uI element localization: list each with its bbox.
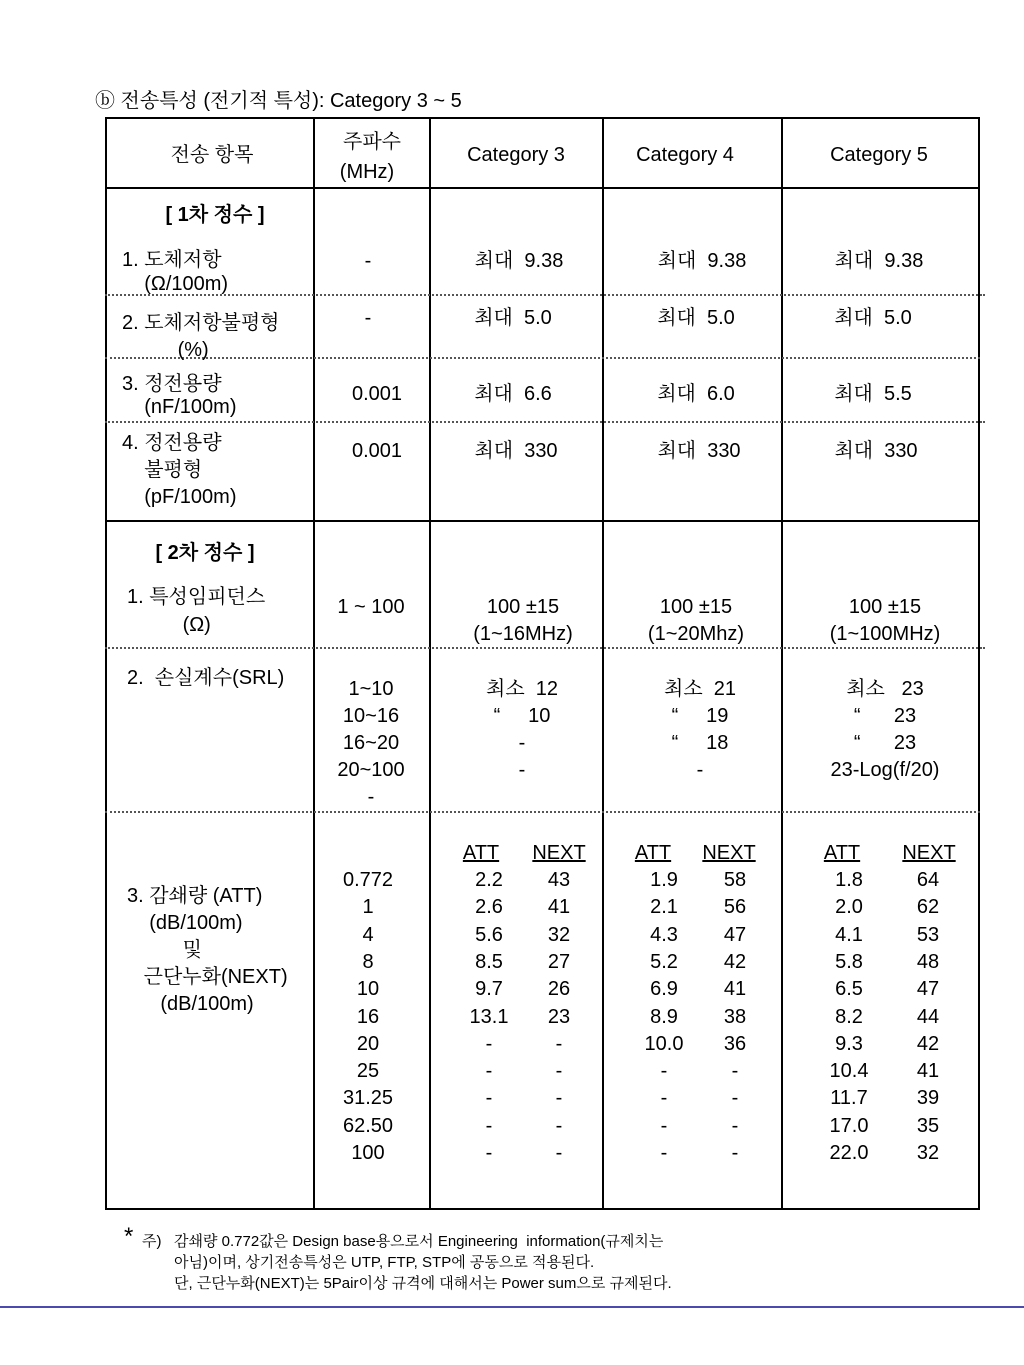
row-cat3: 최대 330 xyxy=(474,440,558,462)
col-divider-2 xyxy=(429,117,431,1210)
cat4-next-value: 36 xyxy=(723,1032,747,1055)
cat4-next-value: 41 xyxy=(723,978,747,1001)
secondary-heading: [ 2차 정수 ] xyxy=(155,542,255,564)
header-cat4: Category 4 xyxy=(636,144,734,166)
row-freq: - xyxy=(364,250,372,272)
cat4-next-value: - xyxy=(731,1060,739,1083)
cat3-next-value: 32 xyxy=(547,923,571,946)
note-line1: 주) 감쇄량 0.772값은 Design base용으로서 Engineering information(규제치는 xyxy=(142,1233,664,1250)
cat4-att-value: 2.1 xyxy=(650,896,678,919)
srl-label: 2. 손실계수(SRL) xyxy=(127,667,285,689)
cat5-att-value: 11.7 xyxy=(830,1087,868,1110)
row-freq: 0.001 xyxy=(351,383,403,405)
cat5-att-value: 1.8 xyxy=(835,869,863,891)
col-divider-1 xyxy=(313,117,315,1210)
table-border-top xyxy=(105,117,980,119)
att-freq: 1 xyxy=(362,896,374,919)
impedance-freq: 1 ~ 100 xyxy=(337,596,405,618)
row-cat3: 최대 6.6 xyxy=(474,383,552,405)
row-divider xyxy=(105,811,980,813)
cat3-next-header: NEXT xyxy=(532,842,586,864)
cat5-att-value: 22.0 xyxy=(829,1142,869,1164)
row-freq: - xyxy=(364,307,372,329)
impedance-cat4: 100 ±15 (1~20Mhz) xyxy=(647,596,745,645)
row-cat3: 최대 5.0 xyxy=(474,307,552,329)
row-item-label: 1. 도체저항 (Ω/100m) xyxy=(122,249,229,295)
att-freq: 4 xyxy=(362,923,374,946)
cat5-next-value: 53 xyxy=(916,923,940,946)
row-cat4: 최대 330 xyxy=(657,440,741,462)
cat5-att-value: 6.5 xyxy=(835,978,863,1001)
header-freq-line1: 주파수 xyxy=(343,131,401,153)
srl-cat4: 최소 21 “ 19 “ 18 - xyxy=(664,678,736,781)
row-freq: 0.001 xyxy=(351,440,403,462)
cat4-next-value: 42 xyxy=(723,950,747,973)
row-item-label: 4. 정전용량 불평형 (pF/100m) xyxy=(122,432,237,508)
cat3-att-value: - xyxy=(485,1114,493,1137)
attenuation-label: 3. 감쇄량 (ATT) (dB/100m) 및 근단누화(NEXT) (dB/100m) xyxy=(127,885,288,1015)
cat4-att-value: 6.9 xyxy=(650,978,678,1001)
cat3-next-value: - xyxy=(555,1142,563,1164)
cat4-next-value: 47 xyxy=(723,923,747,946)
cat5-next-value: 64 xyxy=(916,869,940,891)
cat3-att-value: - xyxy=(485,1087,493,1110)
cat5-next-value: 39 xyxy=(916,1087,940,1110)
cat3-att-value: - xyxy=(485,1032,493,1055)
primary-heading: [ 1차 정수 ] xyxy=(165,204,265,226)
section-title: ⓑ 전송특성 (전기적 특성): Category 3 ~ 5 xyxy=(95,90,462,112)
cat4-next-value: 58 xyxy=(723,869,747,891)
header-divider xyxy=(105,187,980,189)
cat4-att-value: 5.2 xyxy=(650,950,678,973)
att-freq: 25 xyxy=(356,1060,380,1083)
row-cat4: 최대 9.38 xyxy=(657,250,747,272)
cat5-att-value: 10.4 xyxy=(829,1060,869,1083)
cat4-att-value: - xyxy=(660,1060,668,1083)
cat3-att-value: 13.1 xyxy=(469,1005,509,1028)
cat3-next-value: - xyxy=(555,1114,563,1137)
cat3-att-value: 5.6 xyxy=(475,923,503,946)
srl-cat3: 최소 12 “ 10 - - xyxy=(486,678,558,781)
cat5-att-header: ATT xyxy=(823,842,861,864)
cat4-next-value: - xyxy=(731,1087,739,1110)
cat5-att-value: 17.0 xyxy=(829,1114,869,1137)
impedance-cat5: 100 ±15 (1~100MHz) xyxy=(829,596,941,645)
cat3-next-value: - xyxy=(555,1032,563,1055)
cat5-att-value: 9.3 xyxy=(835,1032,863,1055)
cat4-att-value: 8.9 xyxy=(650,1005,678,1028)
row-divider xyxy=(105,421,985,423)
att-freq: 31.25 xyxy=(342,1087,394,1110)
srl-freq: 1~10 10~16 16~20 20~100 - xyxy=(337,678,405,808)
cat5-att-value: 4.1 xyxy=(835,923,863,946)
cat3-next-value: 43 xyxy=(547,869,571,891)
att-freq: 8 xyxy=(362,950,374,973)
header-cat5: Category 5 xyxy=(830,144,928,166)
att-freq: 0.772 xyxy=(342,869,394,891)
cat5-next-value: 32 xyxy=(916,1142,940,1164)
row-cat3: 최대 9.38 xyxy=(474,250,564,272)
cat3-next-value: 26 xyxy=(547,978,571,1001)
cat4-att-value: 1.9 xyxy=(650,869,678,891)
cat5-next-value: 42 xyxy=(916,1032,940,1055)
cat3-next-value: 23 xyxy=(547,1005,571,1028)
cat5-next-value: 35 xyxy=(916,1114,940,1137)
page-bottom-rule xyxy=(0,1306,1024,1308)
cat4-att-value: 10.0 xyxy=(644,1032,684,1055)
cat4-att-value: - xyxy=(660,1087,668,1110)
cat4-att-value: - xyxy=(660,1142,668,1164)
cat4-next-header: NEXT xyxy=(702,842,756,864)
header-cat3: Category 3 xyxy=(467,144,565,166)
note-line2: 아님)이며, 상기전송특성은 UTP, FTP, STP에 공동으로 적용된다. xyxy=(174,1254,595,1271)
row-item-label: 2. 도체저항불평형 (%) xyxy=(122,312,280,361)
att-freq: 20 xyxy=(356,1032,380,1055)
table-border-right xyxy=(978,117,980,1210)
att-freq: 100 xyxy=(351,1142,385,1164)
note-star: * xyxy=(124,1223,134,1250)
att-freq: 62.50 xyxy=(342,1114,394,1137)
cat4-att-value: 4.3 xyxy=(650,923,678,946)
table-border-left xyxy=(105,117,107,1210)
cat5-next-header: NEXT xyxy=(902,842,956,864)
impedance-cat3: 100 ±15 (1~16MHz) xyxy=(473,596,573,645)
att-freq: 16 xyxy=(356,1005,380,1028)
cat5-next-value: 62 xyxy=(916,896,940,919)
row-cat5: 최대 5.0 xyxy=(834,307,912,329)
cat5-next-value: 41 xyxy=(916,1060,940,1083)
cat3-next-value: 41 xyxy=(547,896,571,919)
cat3-next-value: - xyxy=(555,1060,563,1083)
cat4-att-value: - xyxy=(660,1114,668,1137)
cat5-att-value: 8.2 xyxy=(835,1005,863,1028)
header-freq-line2: (MHz) xyxy=(339,161,395,183)
cat5-next-value: 48 xyxy=(916,950,940,973)
cat5-next-value: 47 xyxy=(916,978,940,1001)
header-item: 전송 항목 xyxy=(170,144,254,166)
impedance-label: 1. 특성임피던스 (Ω) xyxy=(127,586,266,636)
cat3-att-value: 8.5 xyxy=(475,950,503,973)
cat5-att-value: 2.0 xyxy=(835,896,863,919)
cat3-next-value: - xyxy=(555,1087,563,1110)
cat3-att-value: - xyxy=(485,1142,493,1164)
table-border-bottom xyxy=(105,1208,980,1210)
col-divider-4 xyxy=(781,117,783,1210)
att-freq: 10 xyxy=(356,978,380,1001)
cat3-att-value: 2.2 xyxy=(475,869,503,891)
row-cat5: 최대 5.5 xyxy=(834,383,912,405)
cat3-next-value: 27 xyxy=(547,950,571,973)
cat4-next-value: 56 xyxy=(723,896,747,919)
row-item-label: 3. 정전용량 (nF/100m) xyxy=(122,373,237,418)
cat5-next-value: 44 xyxy=(916,1005,940,1028)
cat4-att-header: ATT xyxy=(634,842,672,864)
srl-cat5: 최소 23 “ 23 “ 23 23-Log(f/20) xyxy=(830,678,940,781)
cat4-next-value: 38 xyxy=(723,1005,747,1028)
cat3-att-value: - xyxy=(485,1060,493,1083)
note-line3: 단, 근단누화(NEXT)는 5Pair이상 규격에 대해서는 Power sum으로 규제된다. xyxy=(174,1275,672,1292)
section-divider xyxy=(105,520,980,522)
cat4-next-value: - xyxy=(731,1142,739,1164)
row-cat5: 최대 330 xyxy=(834,440,918,462)
cat3-att-header: ATT xyxy=(462,842,500,864)
cat4-next-value: - xyxy=(731,1114,739,1137)
col-divider-3 xyxy=(602,117,604,1210)
cat3-att-value: 9.7 xyxy=(475,978,503,1001)
cat5-att-value: 5.8 xyxy=(835,950,863,973)
cat3-att-value: 2.6 xyxy=(475,896,503,919)
row-cat4: 최대 5.0 xyxy=(657,307,735,329)
row-cat5: 최대 9.38 xyxy=(834,250,924,272)
row-divider xyxy=(105,294,985,296)
row-cat4: 최대 6.0 xyxy=(657,383,735,405)
